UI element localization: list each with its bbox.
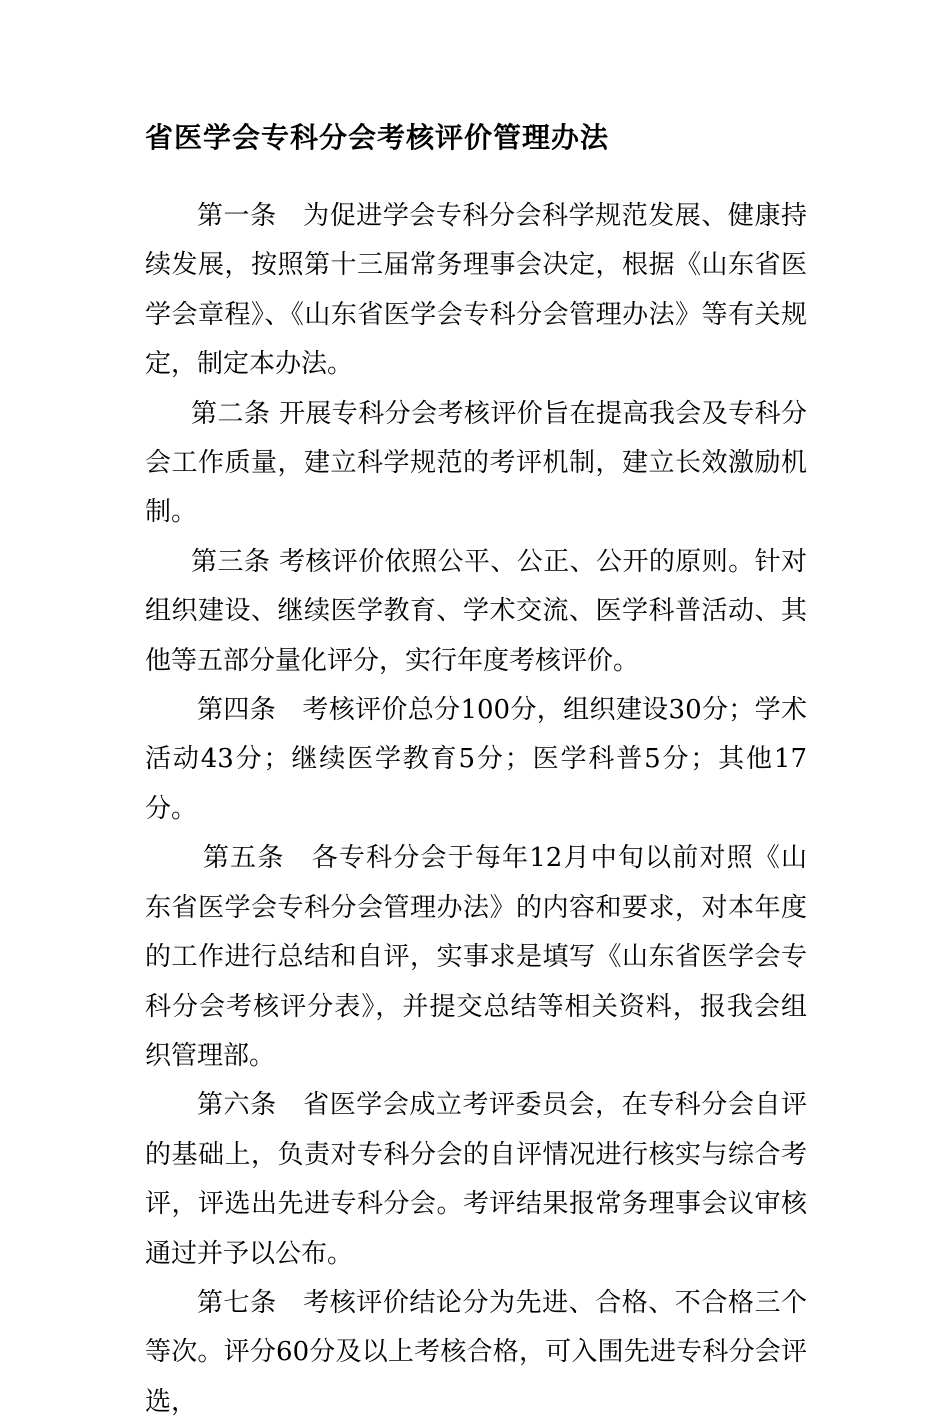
article-1: 第一条 为促进学会专科分会科学规范发展、健康持续发展，按照第十三届常务理事会决定，根据《山东省医学会章程》、《山东省医学会专科分会管理办法》等有关规定，制定本办法。: [145, 201, 807, 380]
article-2: 第二条 开展专科分会考核评价旨在提高我会及专科分会工作质量，建立科学规范的考评机制，建立长效激励机制。: [145, 398, 807, 528]
document-body: [145, 192, 807, 1427]
article-3: 第三条 考核评价依照公平、公正、公开的原则。针对组织建设、继续医学教育、学术交流、医学科普活动、其他等五部分量化评分，实行年度考核评价。: [145, 546, 807, 676]
article-5: 第五条 各专科分会于每年12月中旬以前对照《山东省医学会专科分会管理办法》的内容和要求，对本年度的工作进行总结和自评，实事求是填写《山东省医学会专科分会考核评分表》，并提交总结等相关资料，报我会组织管理部。: [145, 843, 807, 1071]
article-7: 第七条 考核评价结论分为先进、合格、不合格三个等次。评分60分及以上考核合格，可入围先进专科分会评选，: [145, 1287, 807, 1417]
document-title: 省医学会专科分会考核评价管理办法: [145, 121, 610, 154]
article-6: 第六条 省医学会成立考评委员会，在专科分会自评的基础上，负责对专科分会的自评情况进行核实与综合考评，评选出先进专科分会。考评结果报常务理事会议审核通过并予以公布。: [145, 1090, 807, 1269]
article-4: 第四条 考核评价总分100分，组织建设30分；学术活动43分；继续医学教育5分；医学科普5分；其他17分。: [145, 695, 807, 824]
